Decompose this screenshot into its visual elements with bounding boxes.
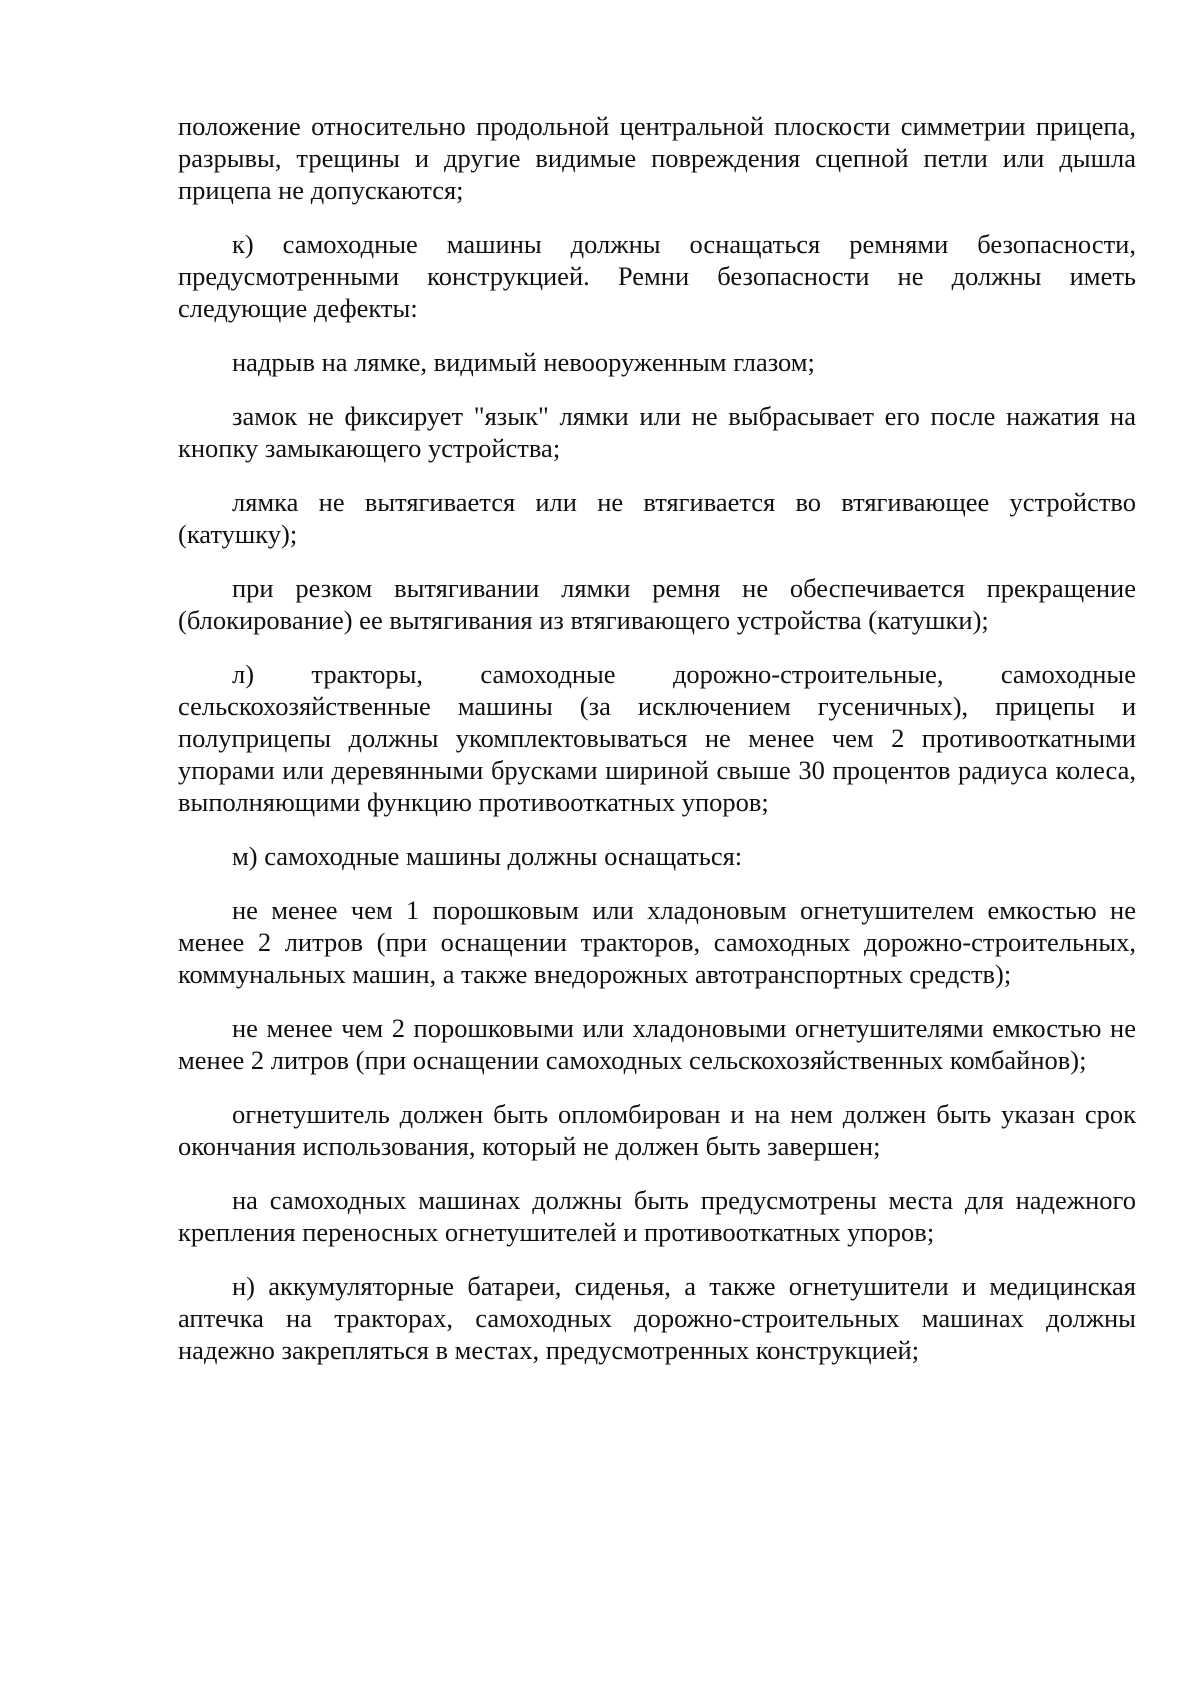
paragraph-extinguisher-seal: огнетушитель должен быть опломбирован и на нем должен быть указан срок окончания использования, который не должен быть завершен;	[178, 1099, 1136, 1161]
paragraph-defect-tear: надрыв на лямке, видимый невооруженным глазом;	[232, 347, 815, 377]
paragraph-item-l: л) тракторы, самоходные дорожно-строительные, самоходные сельскохозяйственные машины (за исключением гусеничных), прицепы и полуприцепы должны укомплектовываться не менее чем 2 противооткатными упорами или деревянными брусками шириной свыше 30 процентов радиуса колеса, выполняющими функцию противооткатных упоров;	[178, 659, 1136, 817]
paragraph-defect-blocking: при резком вытягивании лямки ремня не обеспечивается прекращение (блокирование) ее вытягивания из втягивающего устройства (катушки);	[178, 573, 1136, 635]
paragraph-item-k: к) самоходные машины должны оснащаться ремнями безопасности, предусмотренными конструкцией. Ремни безопасности не должны иметь следующие дефекты:	[178, 229, 1136, 323]
paragraph-mounting-places: на самоходных машинах должны быть предусмотрены места для надежного крепления переносных огнетушителей и противооткатных упоров;	[178, 1185, 1136, 1247]
paragraph-item-m: м) самоходные машины должны оснащаться:	[232, 841, 743, 871]
paragraph-defect-retract: лямка не вытягивается или не втягивается во втягивающее устройство (катушку);	[178, 487, 1136, 549]
paragraph-defect-lock: замок не фиксирует "язык" лямки или не выбрасывает его после нажатия на кнопку замыкающего устройства;	[178, 401, 1136, 463]
paragraph-item-n: н) аккумуляторные батареи, сиденья, а также огнетушители и медицинская аптечка на тракторах, самоходных дорожно-строительных машинах должны надежно закрепляться в местах, предусмотренных конструкцией;	[178, 1271, 1136, 1365]
paragraph-extinguisher-one: не менее чем 1 порошковым или хладоновым огнетушителем емкостью не менее 2 литров (при оснащении тракторов, самоходных дорожно-строительных, коммунальных машин, а также внедорожных автотранспортных средств);	[178, 895, 1136, 989]
paragraph-intro-continuation: положение относительно продольной центральной плоскости симметрии прицепа, разрывы, трещины и другие видимые повреждения сцепной петли или дышла прицепа не допускаются;	[178, 111, 1136, 205]
paragraph-extinguisher-two: не менее чем 2 порошковыми или хладоновыми огнетушителями емкостью не менее 2 литров (при оснащении самоходных сельскохозяйственных комбайнов);	[178, 1013, 1136, 1075]
document-body	[178, 110, 1136, 1388]
